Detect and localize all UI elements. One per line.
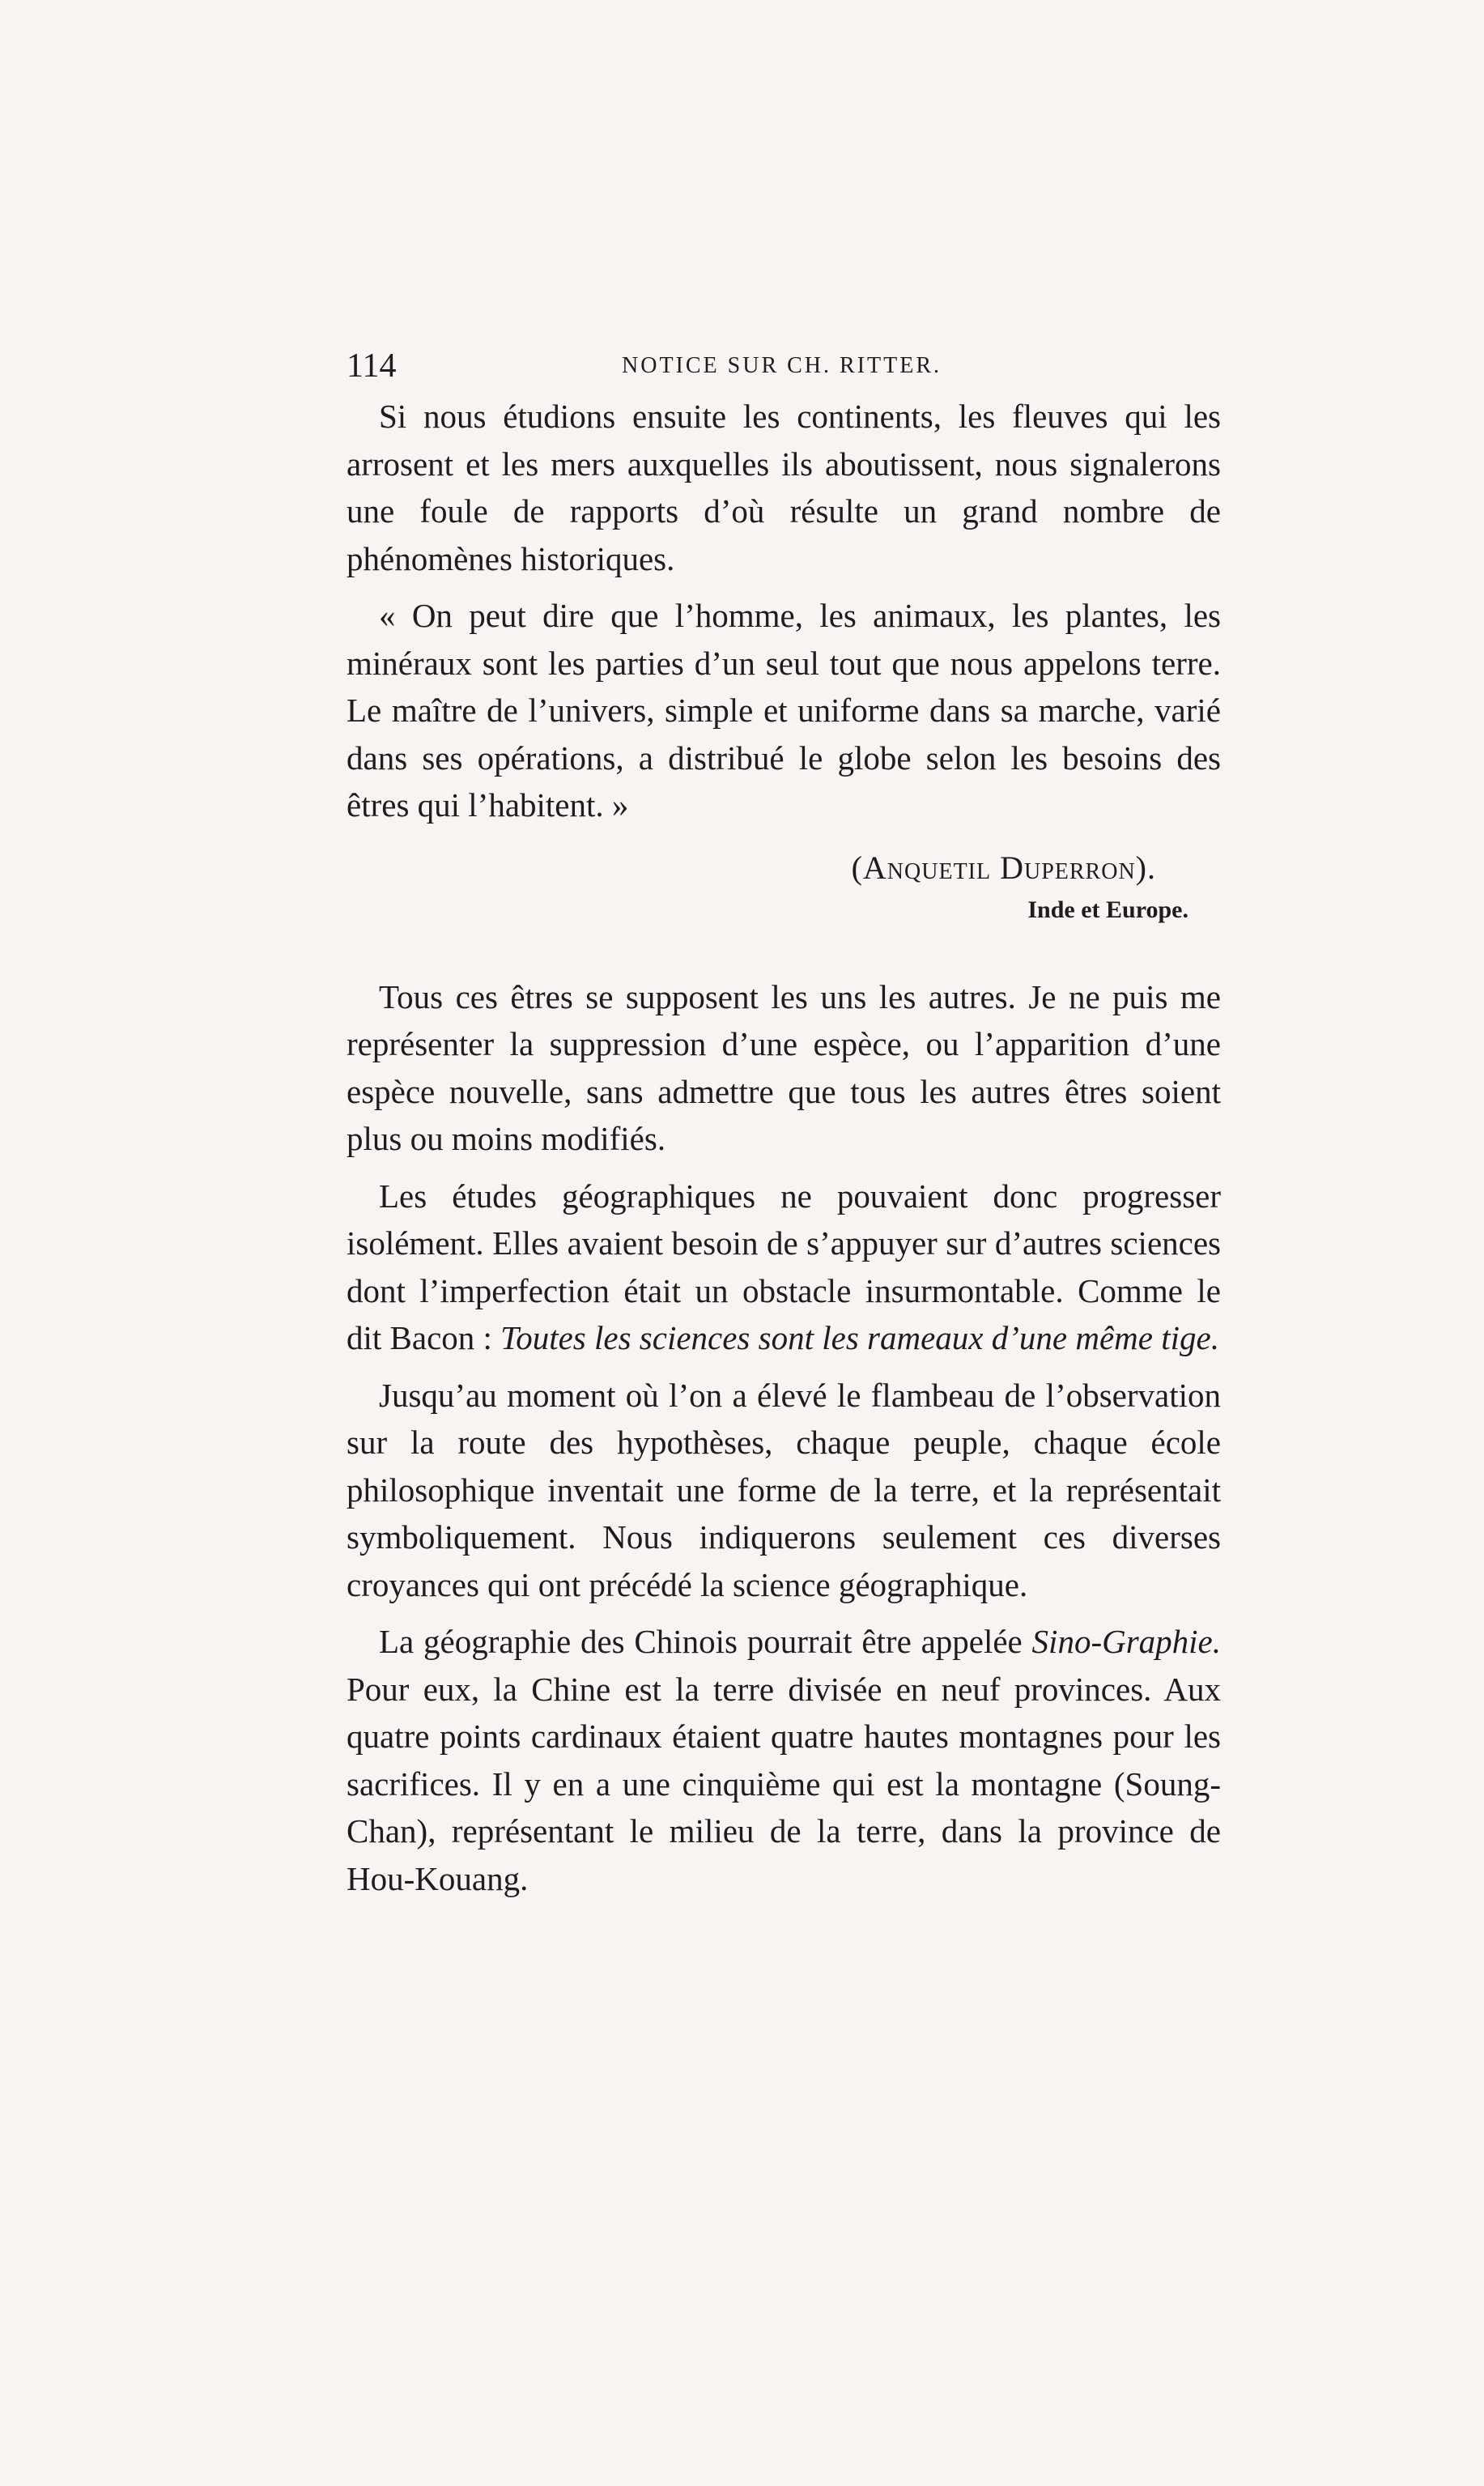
body-text <box>347 393 1221 1912</box>
paragraph-chinois-start: La géographie des Chinois pourrait être appelée <box>379 1623 1032 1660</box>
quote-author <box>347 847 1156 889</box>
bacon-quote: Toutes les sciences sont les rameaux d’une même tige. <box>500 1319 1219 1356</box>
paragraph-etres: Tous ces êtres se supposent les uns les autres. Je ne puis me représenter la suppression d’une espèce, ou l’apparition d’une espèce nouvelle, sans admettre que tous les autres êtres soient plus ou moins modifiés. <box>347 977 1221 1157</box>
paragraph-chinois <box>347 1618 1221 1902</box>
paragraph-etudes-text: Les études géographiques ne pouvaient donc progresser isolément. Elles avaient besoin de s’appuyer sur d’autres sciences dont l’imperfection était un obstacle insurmontable. Comme le dit Bacon : <box>347 1177 1221 1356</box>
section-spacer <box>347 926 1221 973</box>
quote-work-title: Inde et Europe. <box>1027 896 1188 923</box>
paragraph-chinois-end: Pour eux, la Chine est la terre divisée en neuf provinces. Aux quatre points cardinaux étaient quatre hautes montagnes pour les sacrifices. Il y en a une cinquième qui est la montagne (Soung-Chan), représentant le milieu de la terre, dans la province de Hou-Kouang. <box>347 1670 1221 1897</box>
author-name: (Anquetil Duperron). <box>851 849 1156 886</box>
paragraph-observation: Jusqu’au moment où l’on a élevé le flambeau de l’observation sur la route des hypothèses, chaque peuple, chaque école philosophique inventait une forme de la terre, et la représentait symboliquement. Nous indiquerons seulement ces diverses croyances qui ont précédé la science géographique. <box>347 1376 1221 1603</box>
page-number: 114 <box>347 347 397 385</box>
paragraph-etudes <box>347 1173 1221 1362</box>
page-header <box>347 347 1221 395</box>
sino-graphie-term: Sino-Graphie. <box>1031 1623 1221 1660</box>
quote-anquetil: « On peut dire que l’homme, les animaux, les plantes, les minéraux sont les parties d’un seul tout que nous appelons terre. Le maître de l’univers, simple et uniforme dans sa marche, varié dans ses opérations, a distribué le globe selon les besoins des êtres qui l’habitent. » <box>347 597 1221 824</box>
paragraph-continents: Si nous étudions ensuite les continents, les fleuves qui les arrosent et les mers auxquelles ils aboutissent, nous signalerons une foule de rapports d’où résulte un grand nombre de phénomènes historiques. <box>347 398 1221 577</box>
running-title: NOTICE SUR CH. RITTER. <box>622 353 942 378</box>
